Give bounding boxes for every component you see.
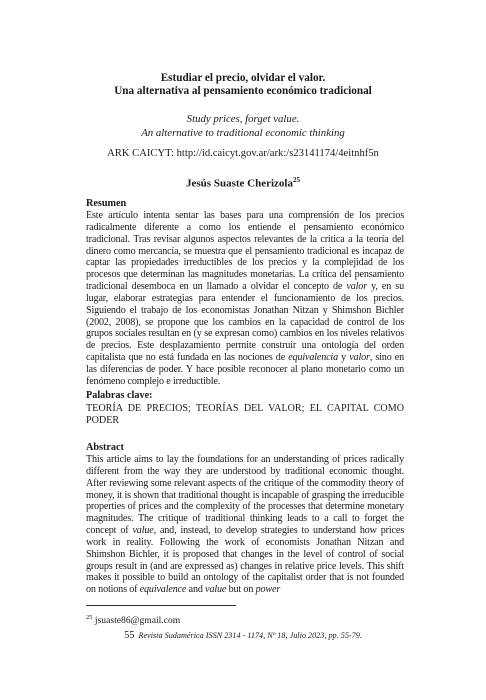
abstract-p1: This article aims to lay the foundations for an understanding of prices radically different from the way they are understood by traditional economic thought. After reviewing some relevant aspects of the critique of the commodity theory of money, it is shown that traditional thought is incapable of grasping the irreducible properties of prices and the complexity of the processes that determine monetary magnitudes. The critique of traditional thinking leads to a call to forget the concept of (86, 454, 404, 537)
footnote-email[interactable]: jsuaste86@gmail.com (94, 615, 181, 627)
keywords-heading: Palabras clave: (86, 390, 153, 401)
footnote-divider (86, 605, 236, 606)
resumen-p3: y (338, 352, 350, 364)
abstract-power: power (255, 584, 281, 596)
title-es-line-2: Una alternativa al pensamiento económico tradicional (114, 85, 372, 97)
title-en-line-2: An alternative to traditional economic thinking (141, 127, 345, 139)
abstract-value-2: value (205, 584, 227, 596)
abstract-p2: , and, instead, to develop strategies to understand how prices work in reality. Following the work of economists Jonathan Nitzan and Shimshon Bichler, it is proposed that changes in the level of control of social groups result in (and are expressed as) changes in relative price levels. This shift makes it possible to build an ontology of the capitalist order that is not founded on notions of (86, 525, 404, 596)
abstract-p3: and (186, 584, 206, 596)
resumen-heading: Resumen (86, 198, 127, 209)
resumen-valor-2: valor (349, 352, 370, 364)
page-number: 55 (124, 630, 135, 641)
resumen-equivalencia: equivalencia (288, 352, 338, 364)
resumen-text (86, 210, 404, 388)
title-en-line-1: Study prices, forget value. (186, 113, 300, 125)
title-es-line-1: Estudiar el precio, olvidar el valor. (160, 72, 326, 84)
author-footnote-mark: 25 (292, 176, 300, 184)
abstract-value: value (132, 525, 154, 537)
author-line (60, 176, 426, 190)
abstract-p4: but on (226, 584, 256, 596)
resumen-valor: valor (346, 281, 367, 293)
resumen-p1: Este artículo intenta sentar las bases para una comprensión de los precios radicalmente diferente a como los entiende el pensamiento económico tradicional. Tras revisar algunos aspectos relevantes de la crítica a la teoría del dinero como mercancía, se muestra que el pensamiento tradicional es incapaz de captar las propiedades irreductibles de los precios y la complejidad de los procesos que determinan las magnitudes monetarias. La crítica del pensamiento tradicional desemboca en un llamado a olvidar el concepto de (86, 210, 404, 293)
page-footer (60, 630, 426, 641)
footnote-mark: 25 (86, 614, 93, 621)
resumen-p4: , sino en las diferencias de poder. Y hace posible reconocer al plano monetario como un fenómeno complejo e irreductible. (86, 352, 404, 387)
abstract-heading: Abstract (86, 442, 124, 453)
keywords-text: TEORÍA DE PRECIOS; TEORÍAS DEL VALOR; EL CAPITAL COMO PODER (86, 403, 404, 426)
ark-identifier: ARK CAICYT: http://id.caicyt.gov.ar/ark:/s23141174/4eitnhf5n (107, 148, 379, 159)
footnote (86, 614, 180, 626)
resumen-p2: y, en su lugar, elaborar estrategias para entender el funcionamiento de los precios. Siguiendo el trabajo de los economistas Jonathan Nitzan y Shimshon Bichler (2002, 2008), se propone que los cambios en la capacidad de control de los grupos sociales resultan en (y se expresan como) cambios en los niveles relativos de precios. Este desplazamiento permite construir una ontología del orden capitalista que no está fundada en las nociones de (86, 281, 404, 364)
author-name: Jesús Suaste Cherizola (186, 177, 293, 190)
journal-citation: Revista Sudamérica ISSN 2314 - 1174, Nº 18, Julio 2023, pp. 55-79. (138, 631, 362, 640)
article-title-en (60, 112, 426, 140)
article-title-es (60, 72, 426, 98)
abstract-equivalence: equivalence (139, 584, 187, 596)
abstract-text (86, 454, 404, 596)
